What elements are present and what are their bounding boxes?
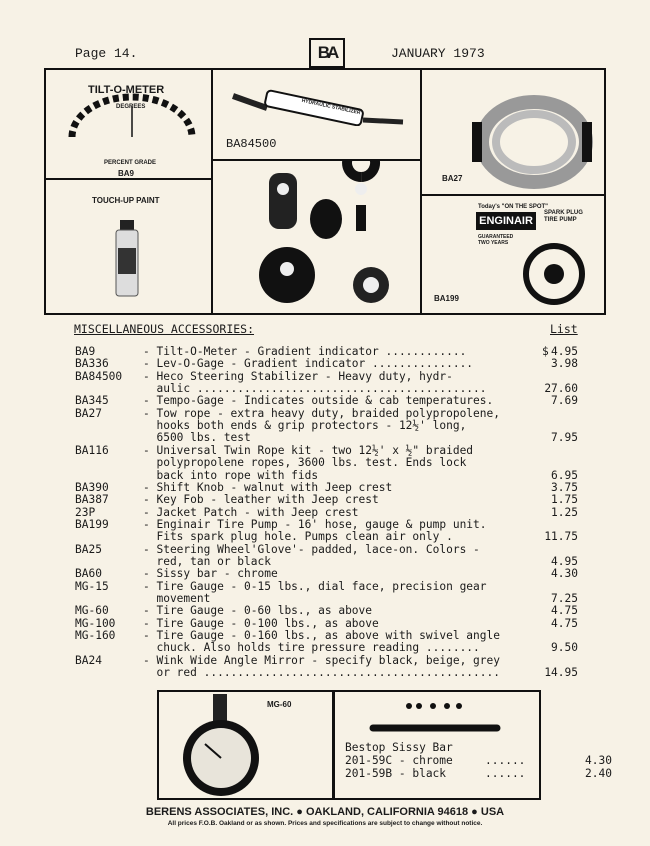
item-description: aulic ...........................................	[143, 382, 487, 396]
rope-icon	[472, 80, 602, 190]
item-code: BA27	[75, 406, 102, 420]
item-code: BA387	[75, 493, 109, 507]
sissy-bar-variant: 201-59B - black	[345, 767, 447, 780]
item-description: hooks both ends & grip protectors - 12½' long,	[143, 419, 467, 433]
item-price: 4.75	[551, 604, 578, 618]
item-description: - Steering Wheel'Glove'- padded, lace-on. Colors -	[143, 542, 480, 556]
pump-icon	[516, 240, 596, 306]
item-code: BA9	[75, 345, 96, 358]
item-price: 3.98	[551, 357, 578, 371]
item-description: - Heco Steering Stabilizer - Heavy duty, hydr-	[143, 369, 453, 383]
item-description: - Universal Twin Rope kit - two 12½' x ½" braided	[143, 443, 474, 457]
item-description: - Tilt-O-Meter - Gradient indicator ............	[143, 345, 467, 358]
page-number: Page 14.	[75, 46, 138, 61]
item-description: - Tempo-Gage - Indicates outside & cab temperatures.	[143, 394, 494, 408]
issue-date: JANUARY 1973	[391, 46, 485, 61]
item-price: 9.50	[551, 641, 578, 655]
stabilizer-photo: HYDRAULIC STABILIZER BA84500	[211, 68, 422, 161]
enginair-pump-photo: Today's "ON THE SPOT" ENGINAIR SPARK PLUG TIRE PUMP GUARANTEED TWO YEARS BA199	[420, 194, 606, 315]
item-description: or red ............................................	[143, 666, 500, 680]
item-code: BA336	[75, 357, 109, 371]
item-description: - Tow rope - extra heavy duty, braided polypropolene,	[143, 406, 500, 420]
item-price: 4.95	[551, 554, 578, 568]
item-code: BA60	[75, 567, 102, 581]
jeep-accessories-photo	[211, 159, 422, 315]
photo-caption: BA199	[434, 294, 459, 303]
tow-rope-photo	[420, 68, 606, 196]
item-price: 7.69	[551, 394, 578, 408]
item-description: Fits spark plug hole. Pumps clean air only .	[143, 530, 453, 544]
enginair-brand: ENGINAIR	[476, 212, 536, 230]
item-code: BA25	[75, 542, 102, 556]
item-price: 3.75	[551, 480, 578, 494]
item-price: 14.95	[544, 666, 578, 680]
item-description: - Tire Gauge - 0-60 lbs., as above	[143, 604, 373, 618]
item-code: MG-15	[75, 579, 109, 593]
sissy-bar-title: Bestop Sissy Bar	[345, 741, 453, 754]
dollar-sign: $	[542, 345, 549, 358]
item-code: BA390	[75, 480, 109, 494]
item-code: 23P	[75, 505, 96, 519]
item-code: BA24	[75, 653, 102, 667]
tire-gauge-icon	[175, 694, 271, 798]
item-description: polypropolene ropes, 3600 lbs. test. Ends lock	[143, 456, 467, 470]
item-price: 11.75	[544, 530, 578, 544]
item-price: 4.95	[551, 345, 578, 358]
item-price: 4.30	[551, 567, 578, 581]
tilt-gauge-icon	[64, 92, 199, 152]
sissy-bar-price: 2.40	[585, 767, 612, 780]
sissy-bar-box	[333, 690, 612, 800]
photo-caption: BA84500	[226, 137, 277, 151]
item-description: - Key Fob - leather with Jeep crest	[143, 493, 379, 507]
item-description: - Sissy bar - chrome	[143, 567, 278, 581]
price-note: All prices F.O.B. Oakland or as shown. Prices and specifications are subject to change without notice.	[167, 820, 483, 827]
item-description: - Jacket Patch - with Jeep crest	[143, 505, 359, 519]
item-price: 1.25	[551, 505, 578, 519]
item-description: - Lev-O-Gage - Gradient indicator ...............	[143, 357, 474, 371]
item-description: - Enginair Tire Pump - 16' hose, gauge & pump unit.	[143, 517, 487, 531]
sissy-bar-variant: 201-59C - chrome	[345, 754, 453, 767]
item-description: back into rope with fids	[143, 468, 319, 482]
item-code: MG-160	[75, 629, 116, 643]
sissy-bar-price: 4.30	[585, 754, 612, 767]
tire-gauge-photo	[157, 690, 334, 800]
item-price: 6.95	[551, 468, 578, 482]
item-price: 7.95	[551, 431, 578, 445]
item-description: - Wink Wide Angle Mirror - specify black, beige, grey	[143, 653, 500, 667]
accessories-icon	[213, 161, 420, 313]
photo-caption: BA9	[118, 169, 135, 178]
touch-up-paint-photo: TOUCH-UP PAINT	[44, 178, 213, 315]
item-description: - Tire Gauge - 0-15 lbs., dial face, precision gear	[143, 579, 487, 593]
item-code: BA84500	[75, 369, 123, 383]
photo-caption: BA27	[442, 174, 463, 183]
list-price-header: List	[550, 322, 578, 336]
item-price: 27.60	[544, 382, 578, 396]
item-price: 4.75	[551, 616, 578, 630]
dot-leader: ......	[485, 754, 526, 767]
item-price: 1.75	[551, 493, 578, 507]
item-code: MG-100	[75, 616, 116, 630]
item-description: chuck. Also holds tire pressure reading ........	[143, 641, 480, 655]
item-price: 7.25	[551, 592, 578, 605]
company-footer: BERENS ASSOCIATES, INC. ● OAKLAND, CALIFORNIA 94618 ● USA	[145, 806, 505, 818]
item-description: red, tan or black	[143, 554, 271, 568]
paint-can-icon	[112, 220, 144, 300]
item-code: MG-60	[75, 604, 109, 618]
tilt-o-meter-photo: TILT-O-METER DEGREES PERCENT GRADE BA9	[44, 68, 213, 180]
item-description: movement	[143, 592, 211, 605]
dot-leader: ......	[485, 767, 526, 780]
logo: BA	[309, 38, 345, 68]
item-code: BA199	[75, 517, 109, 531]
item-code: BA116	[75, 443, 109, 457]
photo-caption: MG-60	[267, 700, 292, 709]
section-title: MISCELLANEOUS ACCESSORIES:	[74, 322, 255, 336]
item-description: - Shift Knob - walnut with Jeep crest	[143, 480, 393, 494]
item-description: - Tire Gauge - 0-160 lbs., as above with swivel angle	[143, 629, 500, 643]
item-description: 6500 lbs. test	[143, 431, 251, 445]
item-code: BA345	[75, 394, 109, 408]
item-description: - Tire Gauge - 0-100 lbs., as above	[143, 616, 379, 630]
sissy-bar-icon	[367, 698, 517, 740]
